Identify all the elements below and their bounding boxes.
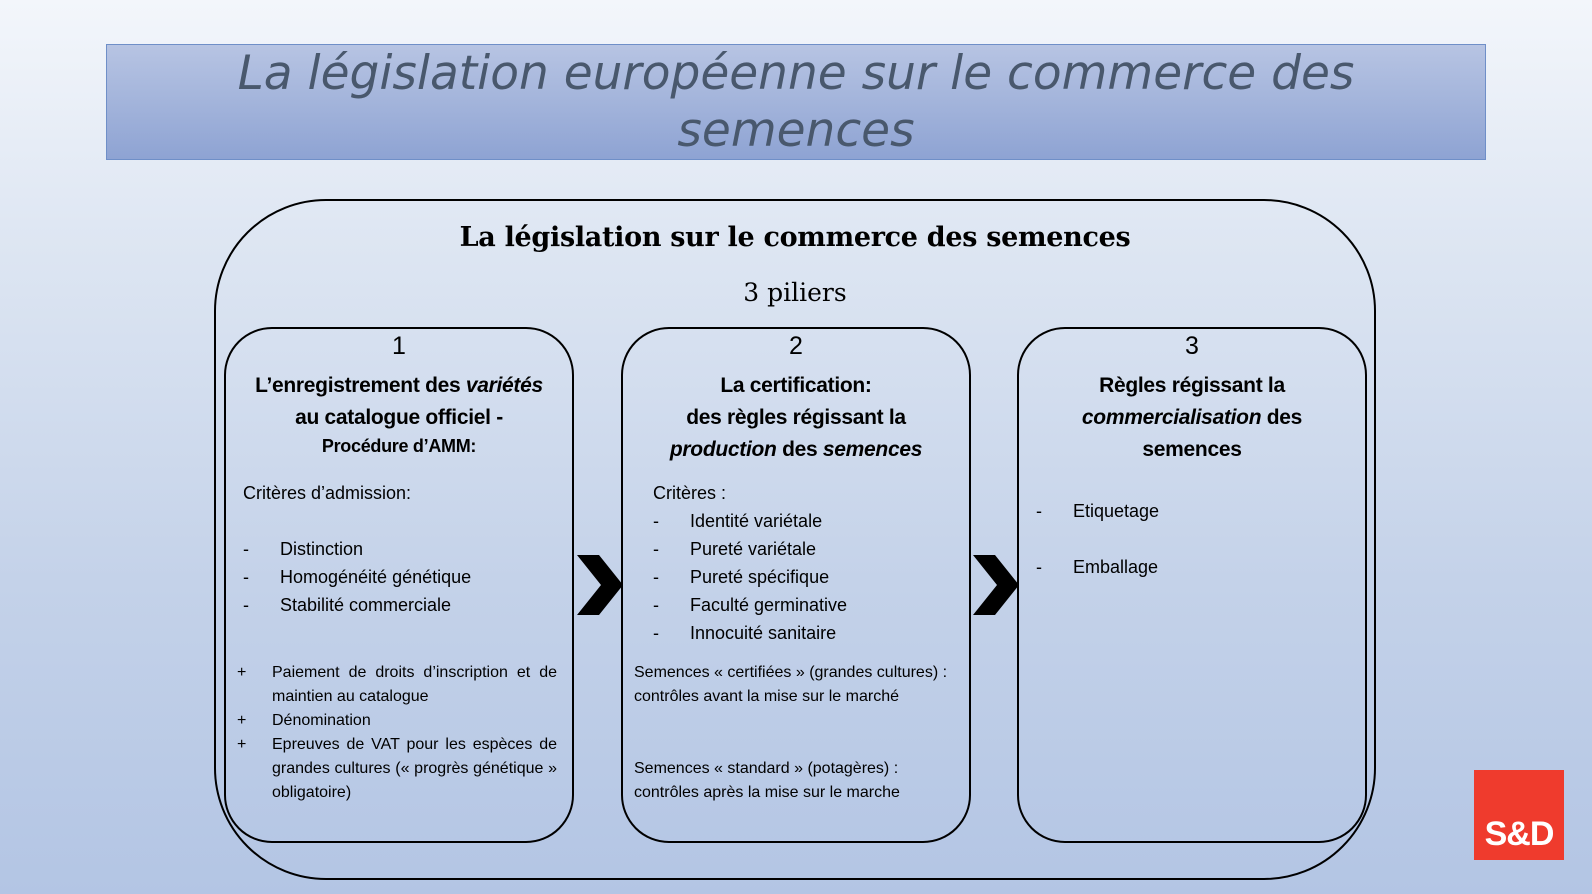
- pillar-2-note-standard: Semences « standard » (potagères) : contrôles après la mise sur le marche: [634, 760, 900, 801]
- diagram-heading: La législation sur le commerce des semences: [459, 222, 1131, 253]
- list-item: - Identité variétale: [653, 507, 847, 535]
- pillar-3-number: 3: [1185, 332, 1199, 360]
- pillar-3-title-line1: Règles régissant la: [1099, 374, 1285, 397]
- pillar-2-criteria-label: Critères :: [653, 483, 727, 503]
- list-item: + Paiement de droits d’inscription et de maintien au catalogue: [237, 661, 557, 709]
- pillar-1-box: [224, 327, 574, 843]
- pillar-2-number: 2: [789, 332, 803, 360]
- pillar-3-title-text: des: [1261, 406, 1303, 429]
- pillar-2-title-emphasis-production: production: [669, 438, 777, 461]
- pillar-3-items-list: [1036, 497, 1159, 581]
- pillar-1-title: [226, 370, 572, 458]
- pillar-2-title-line2: des règles régissant la: [686, 406, 906, 429]
- sd-logo: [1474, 770, 1564, 860]
- list-item: + Dénomination: [237, 709, 557, 733]
- pillar-3-title: [1019, 370, 1365, 466]
- pillar-1-number: 1: [392, 332, 406, 360]
- pillar-2-criteria-list: [653, 507, 847, 647]
- list-item: - Etiquetage: [1036, 497, 1159, 525]
- chevron-right-icon: [577, 555, 623, 615]
- pillar-1-criteria-list: [243, 535, 471, 619]
- pillar-1-title-text: L’enregistrement des: [255, 374, 466, 397]
- list-item: - Pureté spécifique: [653, 563, 847, 591]
- pillar-1-criteria-label: Critères d’admission:: [243, 483, 412, 503]
- title-banner: [106, 44, 1486, 160]
- list-item: - Homogénéité génétique: [243, 563, 471, 591]
- pillar-1-title-emphasis: variétés: [465, 374, 543, 397]
- list-item: - Pureté variétale: [653, 535, 847, 563]
- pillar-3-box: [1017, 327, 1367, 843]
- list-item: - Innocuité sanitaire: [653, 619, 847, 647]
- pillar-1-subtitle: Procédure d’AMM:: [321, 436, 477, 456]
- pillar-1-extras-list: [237, 661, 557, 805]
- list-item: - Distinction: [243, 535, 471, 563]
- pillar-3-title-emphasis: commercialisation: [1081, 406, 1262, 429]
- slide-title: La législation européenne sur le commerce des semences: [237, 46, 1355, 158]
- diagram-subheading: 3 piliers: [743, 278, 847, 307]
- sd-logo-text: S&D: [1484, 815, 1554, 853]
- pillar-2-title: [623, 370, 969, 466]
- pillar-2-title-text: des: [776, 438, 823, 461]
- list-item: - Emballage: [1036, 553, 1159, 581]
- pillar-2-title-line1: La certification:: [720, 374, 872, 397]
- pillar-1-title-line2: au catalogue officiel -: [295, 406, 503, 429]
- pillar-2-title-emphasis-semences: semences: [822, 438, 923, 461]
- list-item: + Epreuves de VAT pour les espèces de grandes cultures (« progrès génétique » obligatoire): [237, 733, 557, 805]
- pillar-2-box: [621, 327, 971, 843]
- list-item: - Stabilité commerciale: [243, 591, 471, 619]
- pillar-3-title-line3: semences: [1142, 438, 1242, 461]
- list-item: - Faculté germinative: [653, 591, 847, 619]
- pillar-2-note-certified: Semences « certifiées » (grandes cultures) : contrôles avant la mise sur le marché: [634, 664, 948, 705]
- chevron-right-icon: [973, 555, 1019, 615]
